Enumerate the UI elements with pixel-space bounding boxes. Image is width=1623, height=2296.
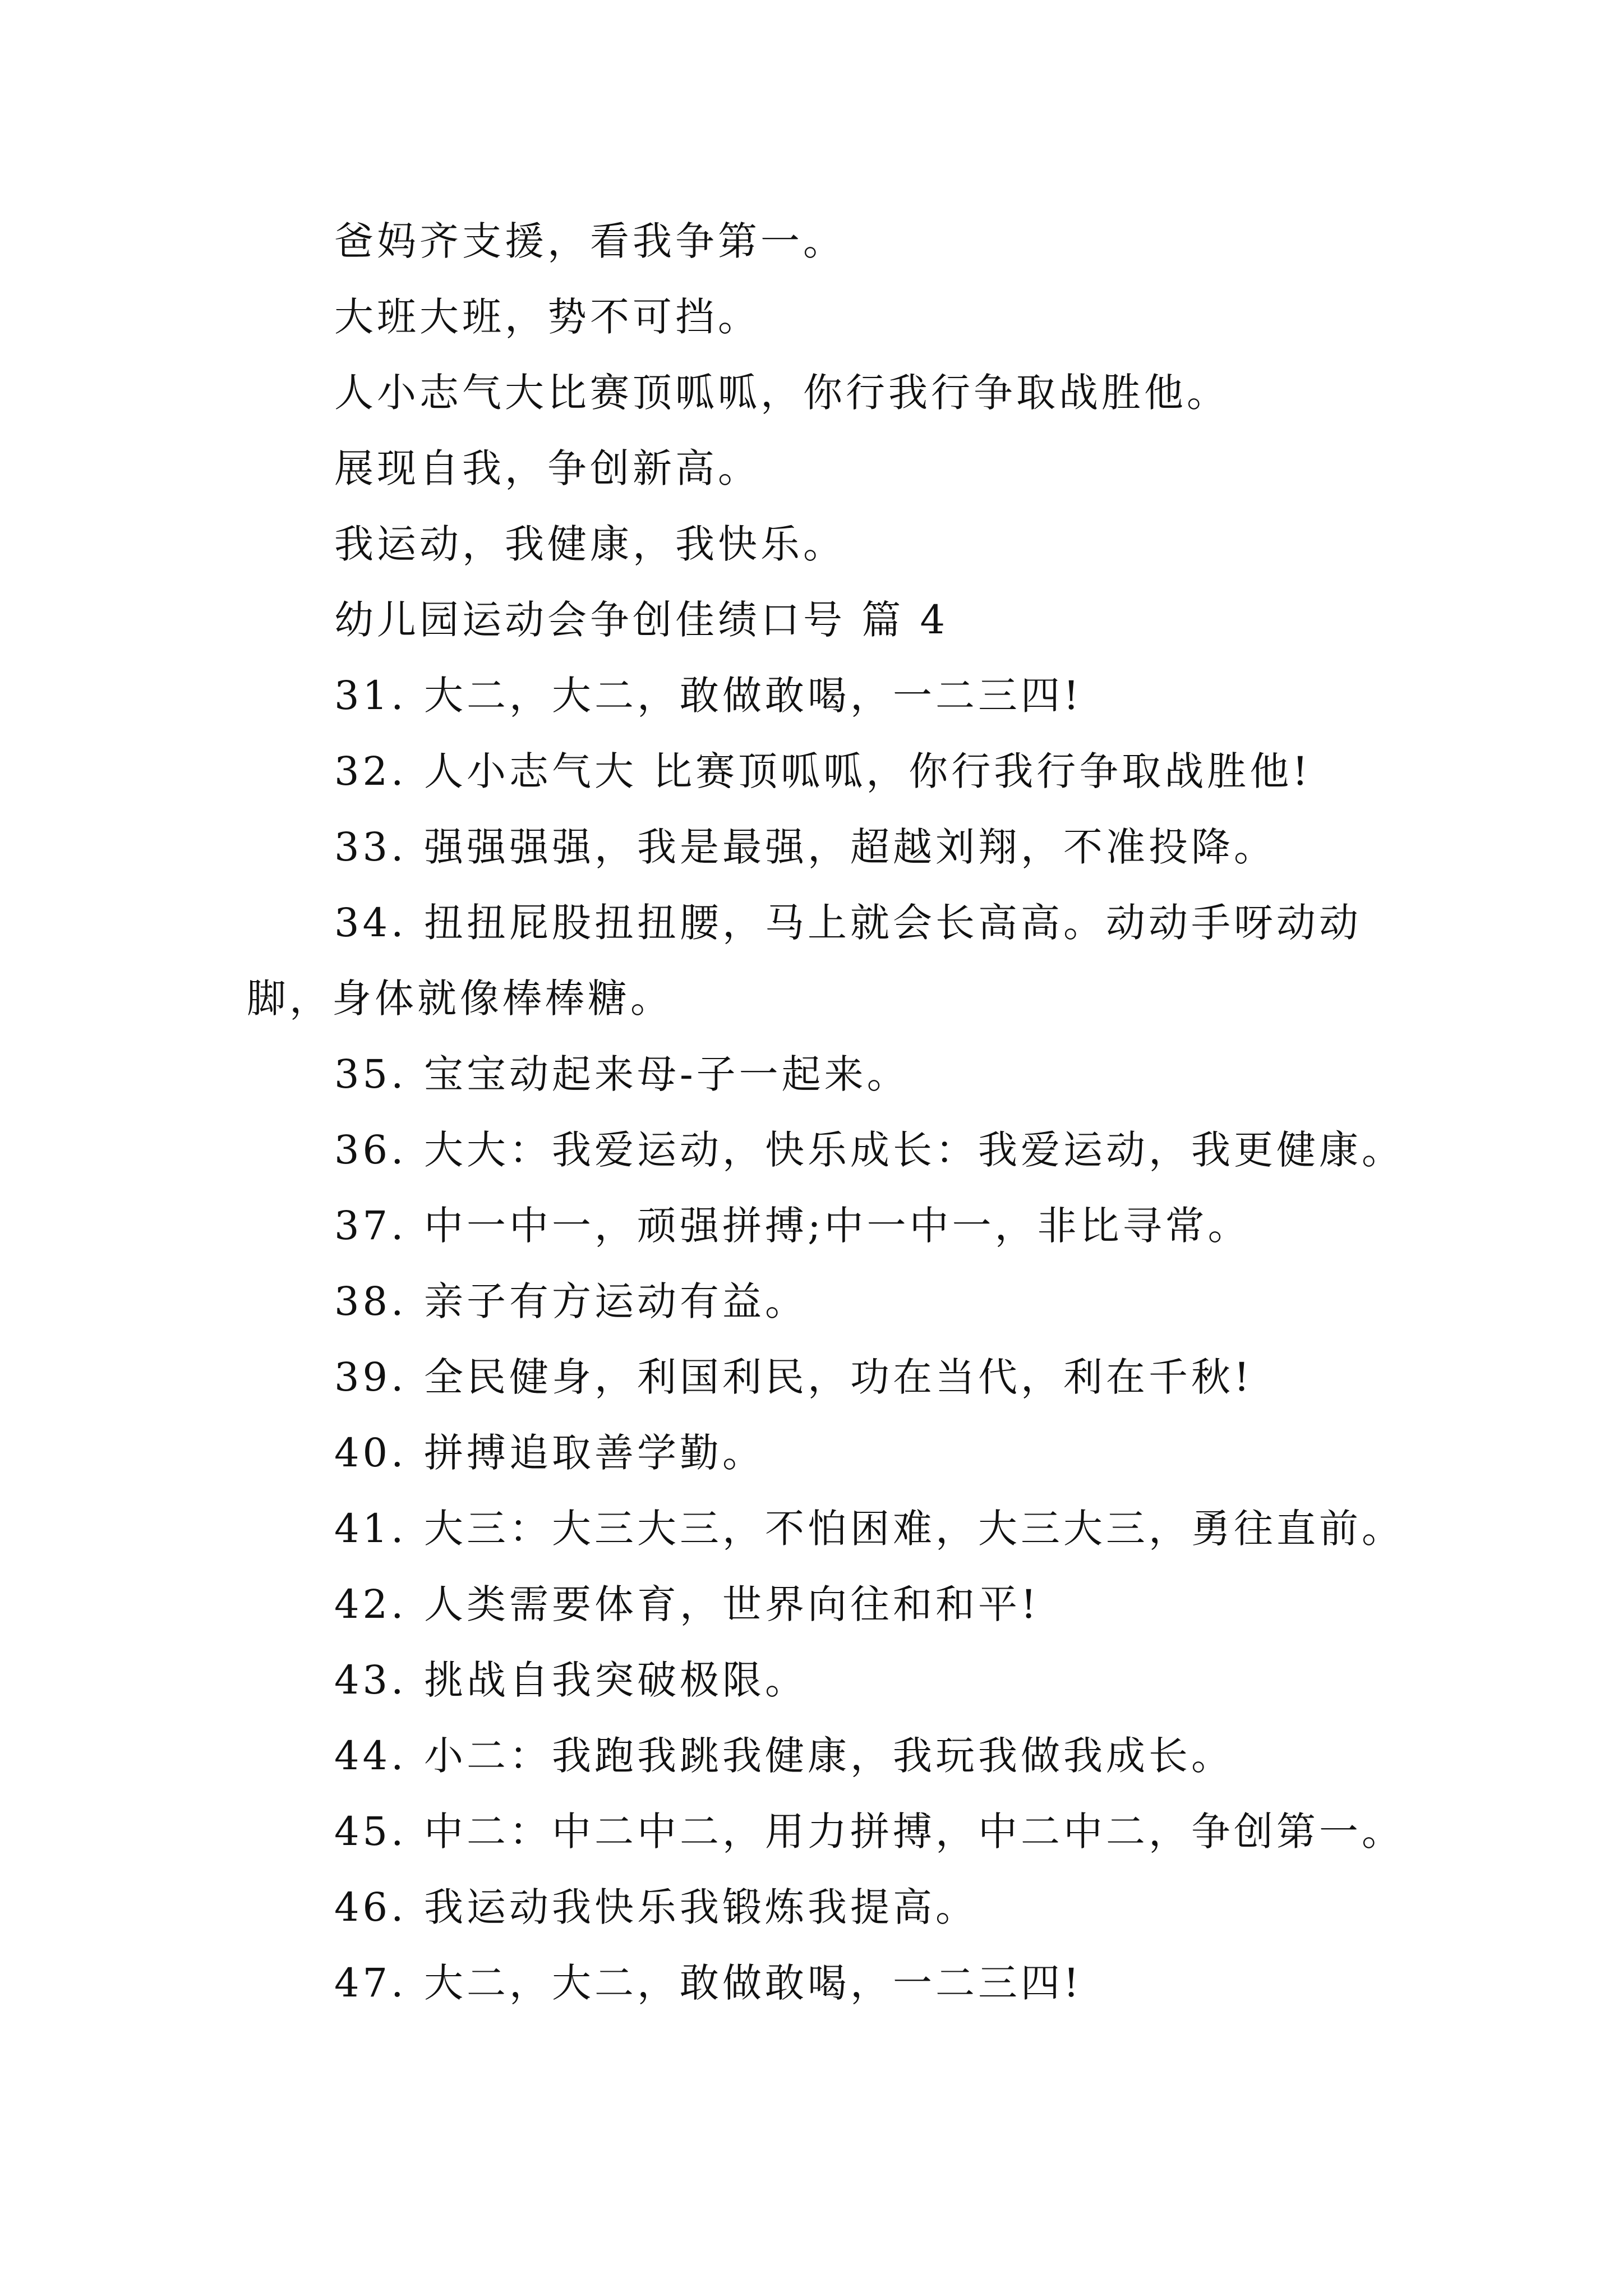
list-item: [334, 1655, 808, 1705]
item-text: 亲子有方运动有益。: [424, 1278, 808, 1324]
item-text: 大三：大三大三，不怕困难，大三大三，勇往直前。: [424, 1506, 1404, 1552]
list-item: [334, 1806, 1404, 1857]
item-number: 32.: [334, 748, 407, 794]
item-number: 44.: [334, 1733, 407, 1779]
item-number: 46.: [334, 1884, 407, 1930]
intro-line: 爸妈齐支援，看我争第一。: [334, 218, 846, 264]
item-text: 全民健身，利国利民，功在当代，利在千秋!: [424, 1354, 1253, 1400]
intro-line: 展现自我，争创新高。: [334, 445, 760, 491]
list-item: [334, 822, 1276, 872]
item-number: 40.: [334, 1430, 407, 1476]
item-number: 43.: [334, 1657, 407, 1703]
item-text: 拼搏追取善学勤。: [424, 1430, 765, 1476]
list-item: [334, 898, 1362, 948]
item-number: 38.: [334, 1278, 407, 1324]
list-item: [334, 1049, 910, 1099]
list-item: [334, 670, 1082, 721]
list-item: [334, 1579, 1040, 1630]
list-item: [334, 746, 1311, 797]
item-number: 41.: [334, 1506, 407, 1552]
section-heading: 幼儿园运动会争创佳绩口号 篇 4: [334, 597, 949, 643]
item-text: 我运动我快乐我锻炼我提高。: [424, 1884, 978, 1930]
item-text: 宝宝动起来母-子一起来。: [424, 1051, 910, 1097]
item-text: 大二，大二，敢做敢喝，一二三四!: [424, 673, 1083, 719]
item-number: 33.: [334, 824, 407, 870]
item-text: 中一中一，顽强拼搏;中一中一，非比寻常。: [424, 1203, 1251, 1249]
item-number: 37.: [334, 1203, 407, 1249]
list-item: [334, 1882, 978, 1932]
item-number: 39.: [334, 1354, 407, 1400]
item-number: 45.: [334, 1809, 407, 1855]
item-number: 42.: [334, 1581, 407, 1627]
list-item: [334, 1200, 1251, 1251]
item-text: 小二：我跑我跳我健康，我玩我做我成长。: [424, 1733, 1234, 1779]
item-continuation: 脚，身体就像棒棒糖。: [247, 976, 673, 1022]
item-text: 中二：中二中二，用力拼搏，中二中二，争创第一。: [424, 1809, 1404, 1855]
item-text: 大大：我爱运动，快乐成长：我爱运动，我更健康。: [424, 1127, 1404, 1173]
list-item: [334, 1958, 1082, 2008]
item-text: 挑战自我突破极限。: [424, 1657, 808, 1703]
item-text: 强强强强，我是最强，超越刘翔，不准投降。: [424, 824, 1276, 870]
item-number: 47.: [334, 1960, 407, 2006]
item-text: 大二，大二，敢做敢喝，一二三四!: [424, 1960, 1083, 2006]
item-number: 34.: [334, 900, 407, 946]
item-number: 36.: [334, 1127, 407, 1173]
list-item: [334, 1428, 765, 1478]
item-text: 人小志气大 比赛顶呱呱，你行我行争取战胜他!: [424, 748, 1312, 794]
item-text: 扭扭屁股扭扭腰，马上就会长高高。动动手呀动动: [424, 900, 1362, 946]
item-text: 人类需要体育，世界向往和和平!: [424, 1581, 1040, 1627]
item-number: 31.: [334, 673, 407, 719]
intro-line: 大班大班，势不可挡。: [334, 294, 760, 340]
item-number: 35.: [334, 1051, 407, 1097]
list-item: [334, 1352, 1253, 1402]
intro-line: 我运动，我健康，我快乐。: [334, 521, 846, 567]
list-item: [334, 1731, 1234, 1781]
intro-line: 人小志气大比赛顶呱呱，你行我行争取战胜他。: [334, 370, 1229, 416]
list-item: [334, 1503, 1404, 1554]
list-item: [334, 1125, 1404, 1175]
list-item: [334, 1276, 808, 1327]
